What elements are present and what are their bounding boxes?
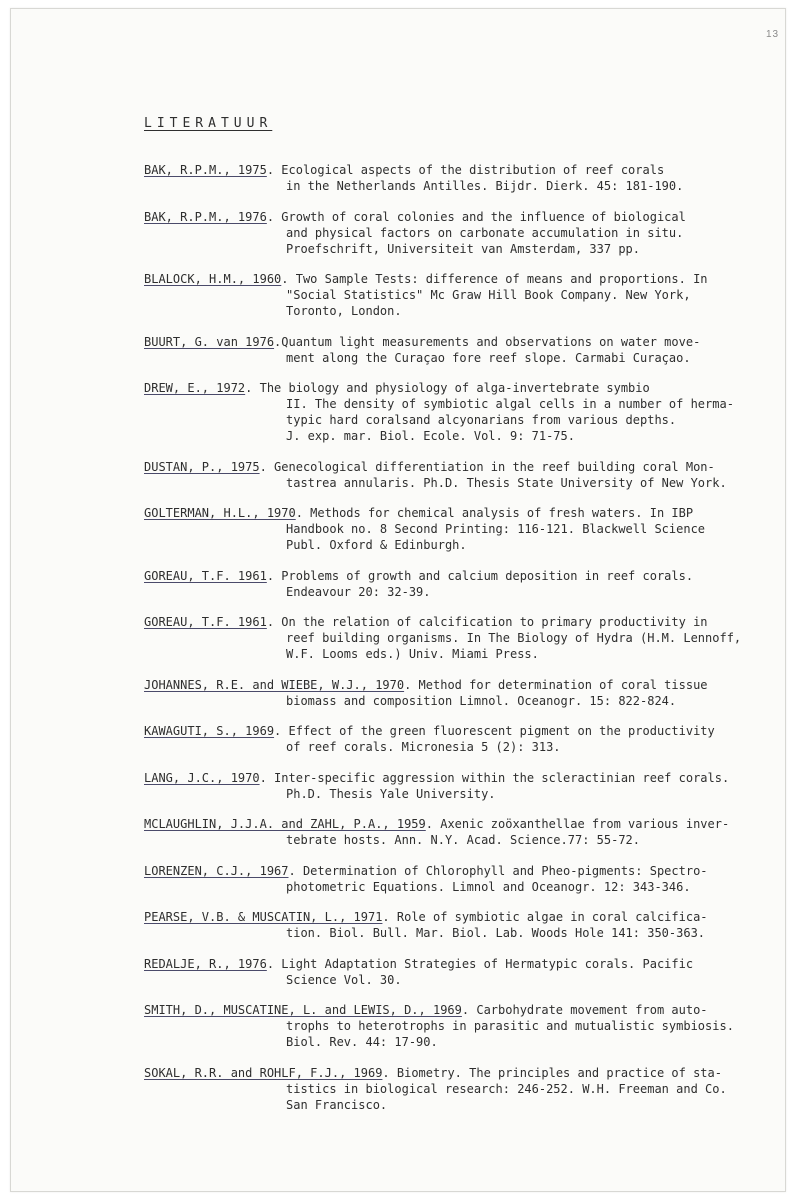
reference-text: reef building organisms. In The Biology of Hydra (H.M. Lennoff, [286, 631, 742, 645]
reference-text: . Methods for chemical analysis of fresh waters. In IBP [295, 506, 694, 520]
reference-line [144, 334, 769, 350]
reference-author: LANG, J.C., 1970 [144, 770, 260, 785]
reference-line [144, 162, 769, 178]
reference-author: BUURT, G. van 1976 [144, 334, 275, 349]
reference-author: BAK, R.P.M., 1975 [144, 163, 267, 177]
reference-author: KAWAGUTI, S., 1969 [144, 724, 275, 738]
reference-line [144, 1097, 769, 1113]
reference-line [144, 816, 769, 832]
page-number: 13 [766, 29, 780, 40]
reference-text: Proefschrift, Universiteit van Amsterdam, 337 pp. [286, 241, 641, 256]
reference-line [144, 241, 769, 257]
reference-text: San Francisco. [286, 1097, 388, 1112]
reference-text: in the Netherlands Antilles. Bijdr. Dierk. 45: 181-190. [286, 179, 684, 193]
reference-text: "Social Statistics" Mc Graw Hill Book Company. New York, [286, 288, 691, 302]
reference-entry [144, 162, 769, 194]
reference-line [144, 209, 769, 225]
reference-line [144, 178, 769, 194]
reference-line [144, 412, 769, 428]
reference-text: photometric Equations. Limnol and Oceanogr. 12: 343-346. [286, 879, 691, 894]
reference-text: .Quantum light measurements and observations on water move- [274, 334, 701, 349]
reference-entry [144, 770, 769, 802]
reference-entry [144, 956, 769, 988]
reference-line [144, 1018, 769, 1034]
reference-text: trophs to heterotrophs in parasitic and mutualistic symbiosis. [286, 1019, 734, 1033]
reference-line [144, 428, 769, 444]
reference-line [144, 271, 769, 287]
reference-text: . Ecological aspects of the distribution of reef corals [266, 163, 665, 177]
reference-author: LORENZEN, C.J., 1967 [144, 863, 289, 878]
reference-line [144, 1002, 769, 1018]
reference-text: . Growth of coral colonies and the influence of biological [266, 209, 686, 224]
reference-text: W.F. Looms eds.) Univ. Miami Press. [286, 647, 539, 661]
reference-line [144, 459, 769, 475]
reference-line [144, 956, 769, 972]
reference-line [144, 505, 769, 521]
reference-list [144, 162, 769, 1127]
reference-line [144, 521, 769, 537]
reference-text: . Genecological differentiation in the reef building coral Mon- [259, 459, 715, 474]
reference-line [144, 396, 769, 412]
reference-text: . On the relation of calcification to primary productivity in [266, 615, 708, 629]
reference-text: typic hard coralsand alcyonarians from various depths. [286, 413, 677, 427]
reference-text: Handbook no. 8 Second Printing: 116-121. Blackwell Science [286, 522, 706, 536]
reference-line [144, 225, 769, 241]
reference-text: . Inter-specific aggression within the scleractinian reef corals. [259, 770, 730, 785]
reference-author: GOLTERMAN, H.L., 1970 [144, 506, 296, 520]
reference-text: . Two Sample Tests: difference of means and proportions. In [281, 272, 708, 286]
reference-entry [144, 505, 769, 553]
reference-line [144, 770, 769, 786]
reference-line [144, 832, 769, 848]
reference-line [144, 303, 769, 319]
reference-text: . Effect of the green fluorescent pigment on the productivity [274, 724, 715, 738]
reference-line [144, 537, 769, 553]
reference-line [144, 972, 769, 988]
reference-text: ment along the Curaçao fore reef slope. Carmabi Curaçao. [286, 350, 691, 365]
reference-entry [144, 568, 769, 600]
reference-entry [144, 1002, 769, 1050]
reference-author: BLALOCK, H.M., 1960 [144, 272, 282, 286]
reference-author: JOHANNES, R.E. and WIEBE, W.J., 1970 [144, 677, 405, 692]
reference-text: Toronto, London. [286, 304, 402, 318]
reference-text: Ph.D. Thesis Yale University. [286, 786, 496, 801]
reference-entry [144, 380, 769, 444]
reference-author: DUSTAN, P., 1975 [144, 459, 260, 474]
reference-line [144, 863, 769, 879]
reference-author: MCLAUGHLIN, J.J.A. and ZAHL, P.A., 1959 [144, 817, 426, 831]
reference-text: . Light Adaptation Strategies of Hermatypic corals. Pacific [266, 956, 694, 971]
reference-author: SMITH, D., MUSCATINE, L. and LEWIS, D., 1969 [144, 1003, 462, 1017]
reference-text: tastrea annularis. Ph.D. Thesis State University of New York. [286, 475, 727, 490]
reference-text: . Role of symbiotic algae in coral calcifica- [382, 910, 708, 924]
reference-text: . Carbohydrate movement from auto- [461, 1003, 708, 1017]
reference-line [144, 723, 769, 739]
reference-entry [144, 209, 769, 257]
reference-line [144, 380, 769, 396]
reference-line [144, 568, 769, 584]
reference-entry [144, 271, 769, 319]
reference-author: PEARSE, V.B. & MUSCATIN, L., 1971 [144, 910, 383, 924]
reference-line [144, 614, 769, 630]
reference-line [144, 879, 769, 895]
reference-text: . Determination of Chlorophyll and Pheo-pigments: Spectro- [288, 863, 708, 878]
reference-line [144, 646, 769, 662]
reference-line [144, 630, 769, 646]
reference-author: SOKAL, R.R. and ROHLF, F.J., 1969 [144, 1065, 383, 1080]
reference-text: . Axenic zoöxanthellae from various inver- [425, 817, 730, 831]
reference-text: II. The density of symbiotic algal cells in a number of herma- [286, 397, 734, 411]
reference-line [144, 1065, 769, 1081]
reference-line [144, 677, 769, 693]
reference-entry [144, 909, 769, 941]
reference-author: BAK, R.P.M., 1976 [144, 209, 267, 224]
reference-text: Science Vol. 30. [286, 972, 402, 987]
reference-author: DREW, E., 1972 [144, 381, 246, 395]
reference-text: biomass and composition Limnol. Oceanogr. 15: 822-824. [286, 693, 677, 708]
reference-line [144, 909, 769, 925]
reference-line [144, 786, 769, 802]
reference-text: Biol. Rev. 44: 17-90. [286, 1035, 438, 1049]
reference-line [144, 475, 769, 491]
reference-author: GOREAU, T.F. 1961 [144, 615, 267, 629]
reference-text: . Problems of growth and calcium deposition in reef corals. [266, 568, 694, 583]
reference-text: tistics in biological research: 246-252. W.H. Freeman and Co. [286, 1081, 727, 1096]
reference-text: Endeavour 20: 32-39. [286, 584, 431, 599]
reference-line [144, 584, 769, 600]
page-title: LITERATUUR [144, 116, 273, 131]
reference-entry [144, 723, 769, 755]
reference-text: and physical factors on carbonate accumulation in situ. [286, 225, 684, 240]
reference-entry [144, 459, 769, 491]
reference-line [144, 739, 769, 755]
reference-entry [144, 863, 769, 895]
reference-line [144, 925, 769, 941]
reference-line [144, 1081, 769, 1097]
reference-text: of reef corals. Micronesia 5 (2): 313. [286, 740, 561, 754]
reference-text: Publ. Oxford & Edinburgh. [286, 538, 467, 552]
reference-entry [144, 614, 769, 662]
reference-text: . Biometry. The principles and practice of sta- [382, 1065, 722, 1080]
reference-line [144, 1034, 769, 1050]
document-page [10, 8, 786, 1192]
reference-line [144, 350, 769, 366]
reference-text: . The biology and physiology of alga-invertebrate symbio [245, 381, 650, 395]
reference-text: tebrate hosts. Ann. N.Y. Acad. Science.77: 55-72. [286, 833, 641, 847]
reference-entry [144, 1065, 769, 1113]
reference-entry [144, 334, 769, 366]
reference-text: . Method for determination of coral tissue [404, 677, 708, 692]
reference-author: REDALJE, R., 1976 [144, 956, 267, 971]
reference-entry [144, 816, 769, 848]
reference-line [144, 693, 769, 709]
reference-entry [144, 677, 769, 709]
reference-line [144, 287, 769, 303]
reference-author: GOREAU, T.F. 1961 [144, 568, 267, 583]
reference-text: J. exp. mar. Biol. Ecole. Vol. 9: 71-75. [286, 429, 575, 443]
reference-text: tion. Biol. Bull. Mar. Biol. Lab. Woods Hole 141: 350-363. [286, 926, 706, 940]
